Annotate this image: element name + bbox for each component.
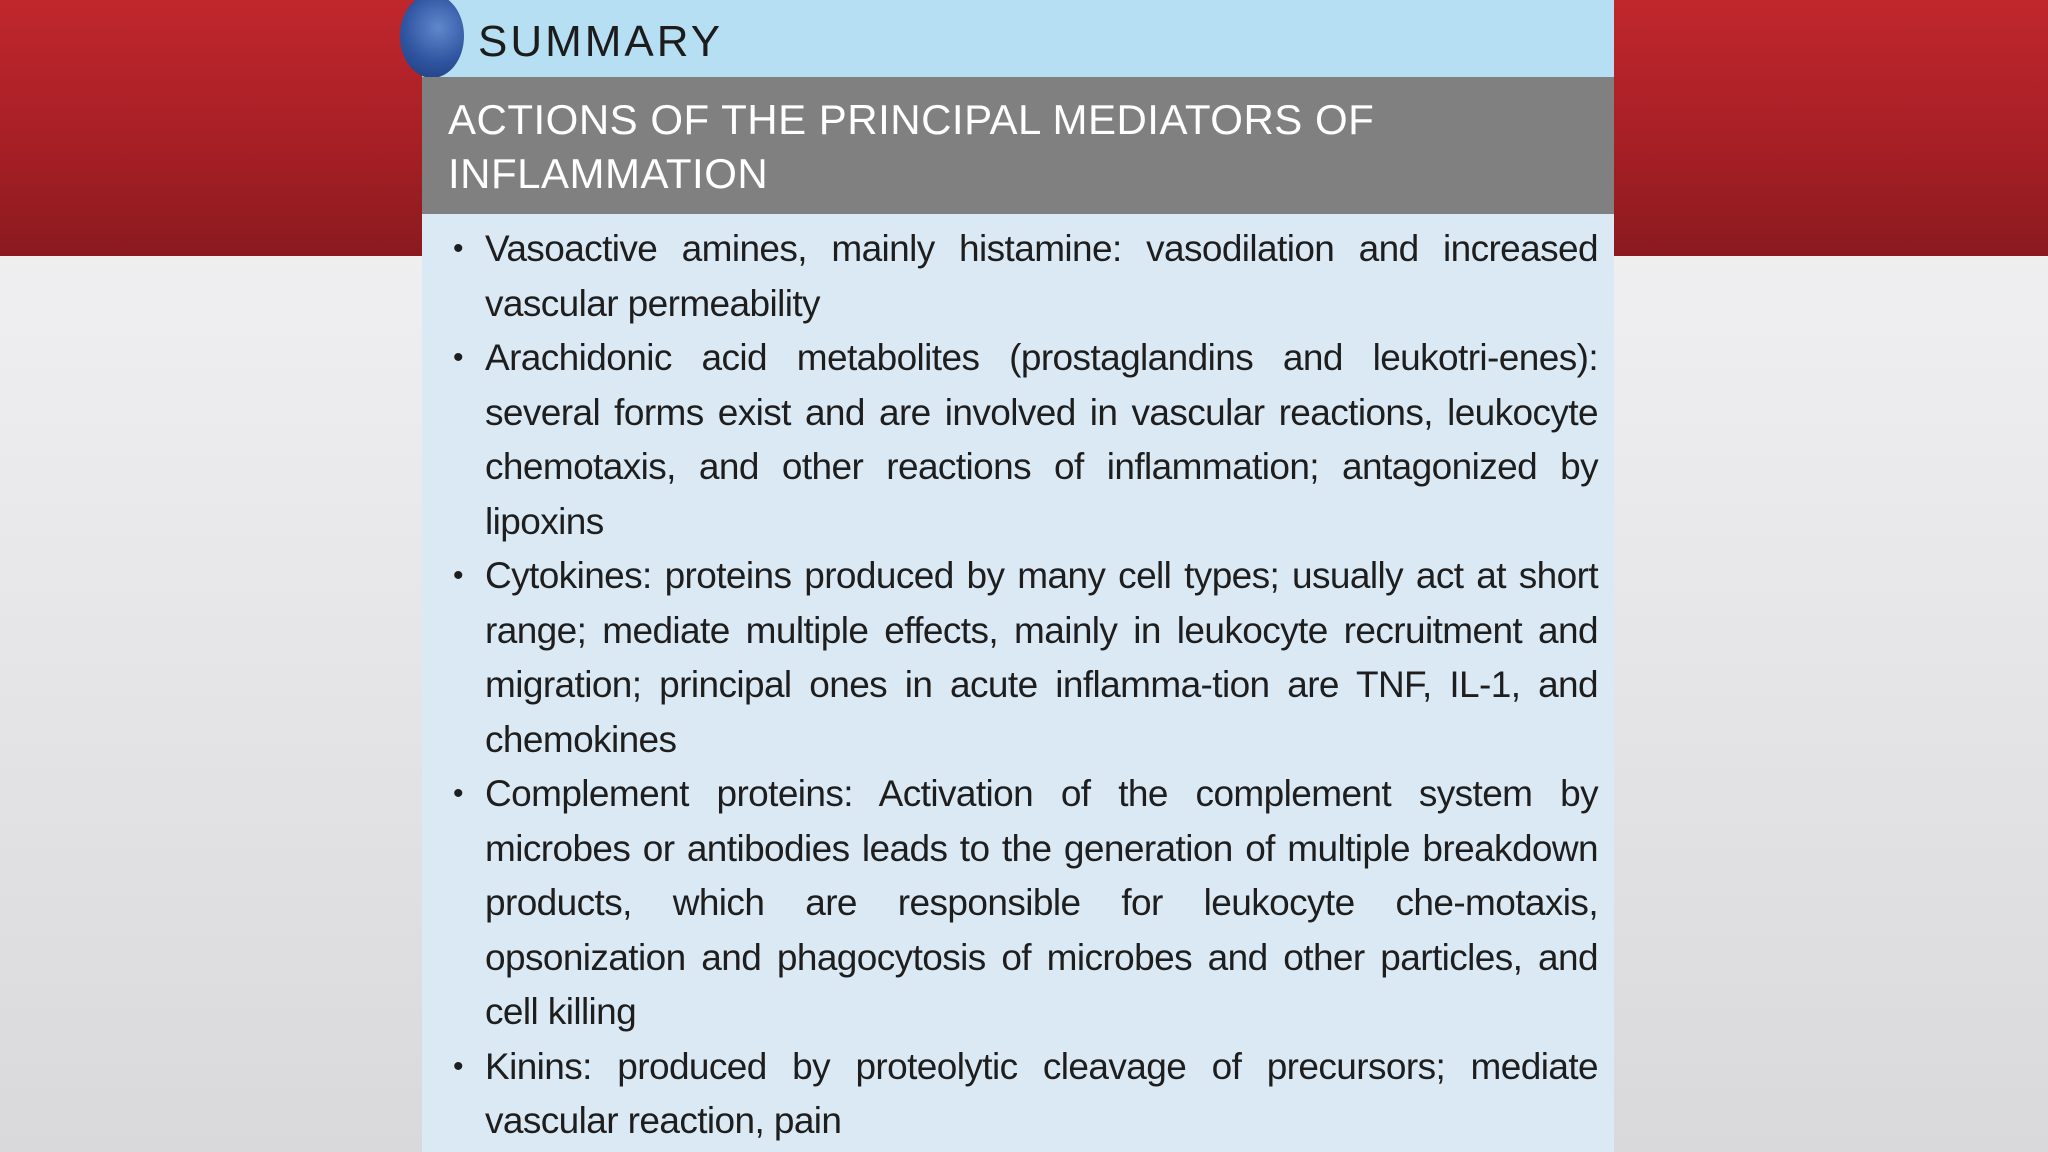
blue-circle-icon xyxy=(400,0,464,78)
list-item xyxy=(422,767,1614,1040)
list-item-text: Kinins: produced by proteolytic cleavage of precursors; mediate vascular reaction, pain xyxy=(485,1045,1598,1141)
title-bar xyxy=(422,77,1614,214)
list-item-text: Vasoactive amines, mainly histamine: vasodilation and increased vascular permeability xyxy=(485,228,1598,324)
bullet-icon: • xyxy=(453,341,463,374)
summary-label: SUMMARY xyxy=(478,17,724,66)
bullet-icon: • xyxy=(453,559,463,592)
list-item-text: Cytokines: proteins produced by many cell types; usually act at short range; mediate multiple effects, mainly in leukocyte recruitment and migration; principal ones in acute inflamma-tion are TNF, IL-1, and chemokines xyxy=(485,555,1598,760)
list-item xyxy=(422,222,1614,331)
bullet-icon: • xyxy=(453,777,463,810)
summary-header xyxy=(422,0,1614,77)
summary-card xyxy=(422,0,1614,1152)
bullet-icon: • xyxy=(453,1049,463,1083)
list-item xyxy=(422,549,1614,767)
list-item-text: Arachidonic acid metabolites (prostaglandins and leukotri-enes): several forms exist and are involved in vascular reactions, leukocyte chemotaxis, and other reactions of inflammation; antagonized by lipoxins xyxy=(485,337,1598,542)
page-title: ACTIONS OF THE PRINCIPAL MEDIATORS OF INFLAMMATION xyxy=(448,96,1375,197)
bullet-icon: • xyxy=(453,232,463,265)
list-item xyxy=(422,331,1614,549)
list-item-text: Complement proteins: Activation of the complement system by microbes or antibodies leads to the generation of multiple breakdown products, which are responsible for leukocyte che-motaxis, opsonization and phagocytosis of microbes and other particles, and cell killing xyxy=(485,773,1598,1032)
list-item xyxy=(422,1040,1614,1149)
mediator-list xyxy=(422,222,1614,1149)
